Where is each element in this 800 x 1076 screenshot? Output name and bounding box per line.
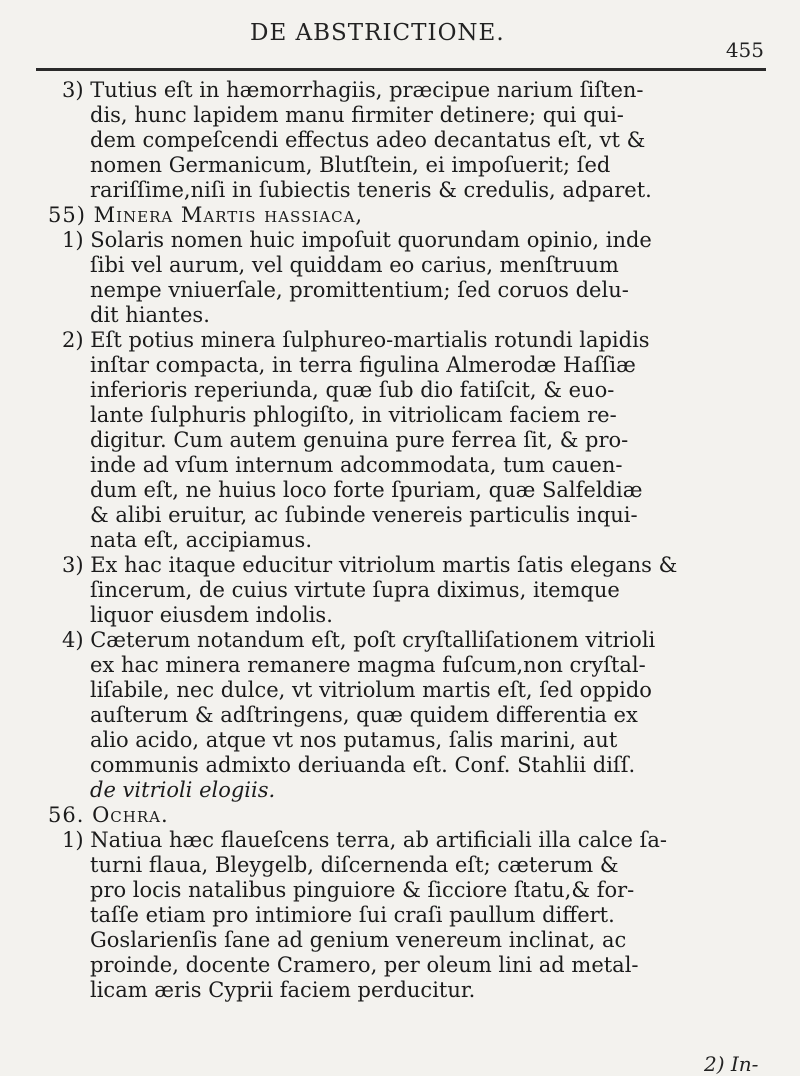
- text-line: rariſſime,niſi in ſubiectis teneris & credulis, adparet.: [90, 178, 652, 202]
- text-line: inde ad vſum internum adcommodata, tum cauen-: [90, 453, 623, 477]
- text-line: 1) Natiua hæc flaueſcens terra, ab artificiali illa calce ſa-: [62, 828, 667, 852]
- text-line: lante ſulphuris phlogiſto, in vitriolicam faciem re-: [90, 403, 617, 427]
- header-rule: [36, 68, 766, 71]
- text-line: licam æris Cyprii faciem perducitur.: [90, 978, 476, 1002]
- text-line: dem compeſcendi effectus adeo decantatus eſt, vt &: [90, 128, 646, 152]
- text-line: ex hac minera remanere magma fuſcum,non cryſtal-: [90, 653, 646, 677]
- text-line: 3) Ex hac itaque educitur vitriolum martis ſatis elegans &: [62, 553, 678, 577]
- text-line: 2) Eſt potius minera ſulphureo-martialis rotundi lapidis: [62, 328, 650, 352]
- text-line: taſſe etiam pro intimiore ſui craſi paullum differt.: [90, 903, 615, 927]
- text-line: proinde, docente Cramero, per oleum lini ad metal-: [90, 953, 639, 977]
- text-line: communis admixto deriuanda eſt. Conf. Stahlii diſſ.: [90, 753, 636, 777]
- section-heading: 55) Minera Martis hassiaca,: [48, 203, 364, 227]
- text-line: inſtar compacta, in terra figulina Almerodæ Haſſiæ: [90, 353, 636, 377]
- text-line: dit hiantes.: [90, 303, 210, 327]
- text-line: liquor eiusdem indolis.: [90, 603, 333, 627]
- text-line: nempe vniuerſale, promittentium; ſed coruos delu-: [90, 278, 629, 302]
- text-line: & alibi eruitur, ac ſubinde venereis particulis inqui-: [90, 503, 638, 527]
- text-line: de vitrioli elogiis.: [90, 778, 276, 802]
- text-line: ſincerum, de cuius virtute ſupra diximus, itemque: [90, 578, 620, 602]
- text-line: nomen Germanicum, Blutſtein, ei impoſuerit; ſed: [90, 153, 611, 177]
- text-line: pro locis natalibus pinguiore & ſicciore ſtatu,& for-: [90, 878, 635, 902]
- text-line: auſterum & adſtringens, quæ quidem differentia ex: [90, 703, 638, 727]
- running-head: DE ABSTRICTIONE.: [250, 20, 505, 46]
- text-line: turni flaua, Bleygelb, diſcernenda eſt; cæterum &: [90, 853, 619, 877]
- text-line: dum eſt, ne huius loco forte ſpuriam, quæ Salfeldiæ: [90, 478, 643, 502]
- text-line: dis, hunc lapidem manu firmiter detinere; qui qui-: [90, 103, 624, 127]
- text-line: ſibi vel aurum, vel quiddam eo carius, menſtruum: [90, 253, 619, 277]
- section-heading: 56. Ochra.: [48, 803, 169, 827]
- text-line: 1) Solaris nomen huic impoſuit quorundam opinio, inde: [62, 228, 652, 252]
- page-number: 455: [725, 38, 764, 62]
- text-line: liſabile, nec dulce, vt vitriolum martis eſt, ſed oppido: [90, 678, 652, 702]
- text-line: 3) Tutius eſt in hæmorrhagiis, præcipue narium ſiſten-: [62, 78, 644, 102]
- catchword: 2) In-: [704, 1052, 759, 1076]
- text-line: alio acido, atque vt nos putamus, ſalis marini, aut: [90, 728, 618, 752]
- text-line: nata eſt, accipiamus.: [90, 528, 312, 552]
- text-line: 4) Cæterum notandum eſt, poſt cryſtalliſationem vitrioli: [62, 628, 656, 652]
- text-line: Goslarienſis ſane ad genium venereum inclinat, ac: [90, 928, 627, 952]
- text-line: digitur. Cum autem genuina pure ferrea ſit, & pro-: [90, 428, 629, 452]
- text-line: inferioris reperiunda, quæ ſub dio fatiſcit, & euo-: [90, 378, 615, 402]
